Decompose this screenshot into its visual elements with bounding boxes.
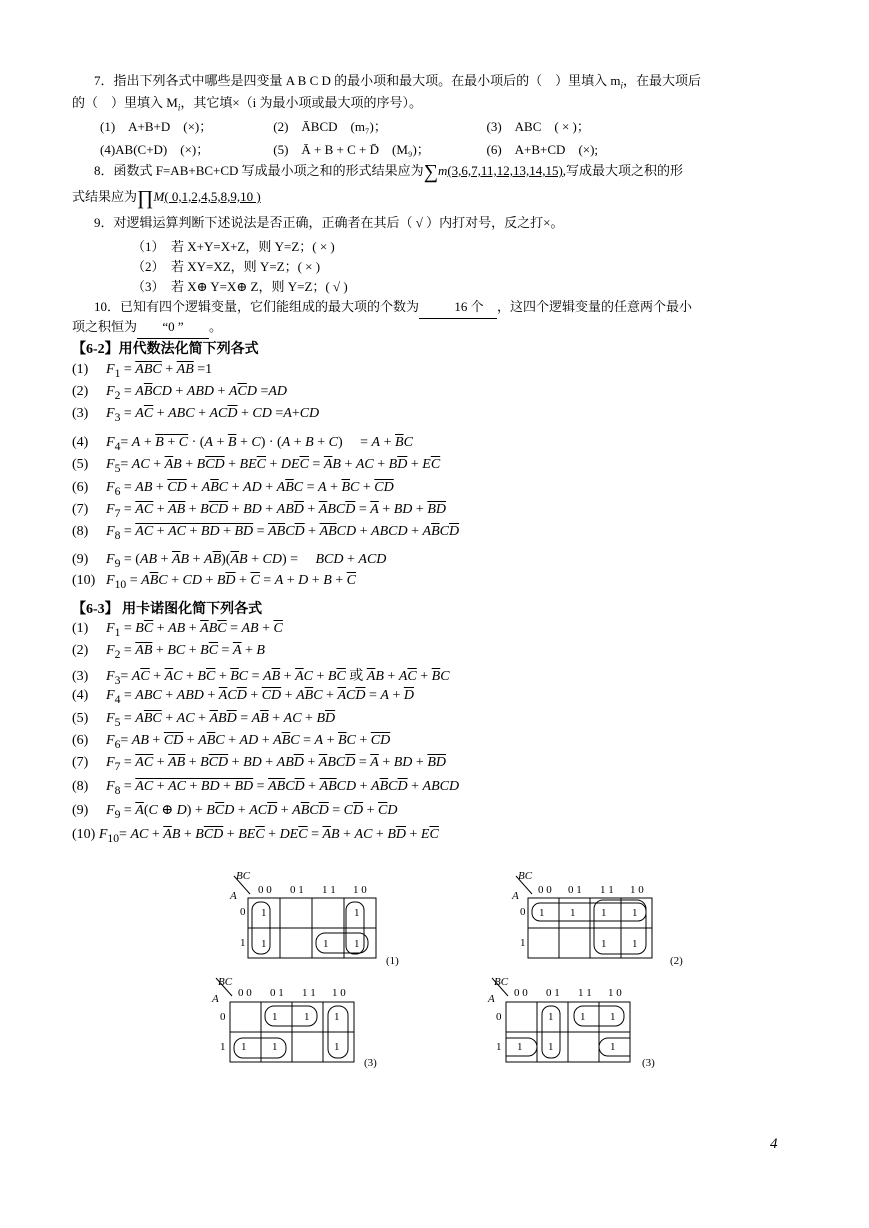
f62-2: (2) $F_2 = A\overline{B}CD$ + ABD + $A\overline{C}D =AD$ (72, 384, 288, 402)
svg-text:0 1: 0 1 (546, 987, 560, 999)
f63-1: (1) $F_1 = B\overline{C}$ + AB + $\overline{A}B\overline{C}$ = AB + $\overline{C}$ (72, 621, 283, 639)
svg-text:1: 1 (632, 907, 638, 919)
svg-text:0 0: 0 0 (514, 987, 528, 999)
svg-text:1: 1 (261, 907, 267, 919)
svg-text:1: 1 (334, 1011, 340, 1023)
f63-3: (3) $F_3= A\overline{C} + \overline{A}C + B\overline{C} + \overline{B}C = A\overline{B} + \overline{A}C + B\overline{C}$ 或 $\overline{A}B + A\overline{C} + \overline{B}C$ (72, 669, 450, 687)
f62-7: (7) $F_7$ = AC + AB + $B\overline{CD}$ + BD + $AB\overline{D} + \overline{A}BC\overline{D} = \overline{A}$ + BD + $\overline{BD}$ (72, 502, 446, 520)
svg-text:BC: BC (218, 976, 233, 988)
q7-line1: 7．指出下列各式中哪些是四变量 A B C D 的最小项和最大项。在最小项后的（ ）里填入 $m_i$，在最大项后 (94, 73, 702, 91)
svg-text:(1): (1) (386, 955, 399, 967)
f63-10: (10) $F_{10}=$ AC + $\overline{A}B + B\overline{CD} + BE\overline{C} + DE\overline{C} = \overline{A}B$ + AC + $B\overline{D} + E\overline{C}$ (72, 827, 439, 845)
svg-text:0: 0 (240, 906, 246, 918)
svg-text:1: 1 (580, 1011, 586, 1023)
q7-item-2: (2) ĀBCD (m₇)； (273, 119, 387, 134)
svg-text:1 0: 1 0 (353, 884, 367, 896)
f63-6: (6) $F_6=$ AB + $\overline{CD} + A\overline{B}C$ + AD + $A\overline{B}C = A + \overline{B}C + \overline{CD}$ (72, 733, 391, 751)
svg-text:1 1: 1 1 (578, 987, 592, 999)
svg-text:1: 1 (601, 938, 607, 950)
karnaugh-map-2 (510, 870, 700, 970)
svg-text:(3): (3) (642, 1057, 655, 1069)
svg-text:1: 1 (548, 1041, 554, 1053)
svg-text:BC: BC (494, 976, 509, 988)
svg-text:1: 1 (304, 1011, 310, 1023)
svg-text:1: 1 (261, 938, 267, 950)
f63-5: (5) $F_5 = A\overline{BC}$ + AC + $\overline{A}B\overline{D} = A\overline{B}$ + AC + $B\overline{D}$ (72, 711, 336, 729)
q10-line2: 项之积恒为 “0 ” 。 (72, 316, 802, 339)
svg-text:BC: BC (236, 870, 251, 882)
svg-text:1: 1 (354, 907, 360, 919)
karnaugh-map-1 (228, 870, 418, 970)
svg-text:1: 1 (539, 907, 545, 919)
svg-text:1 1: 1 1 (322, 884, 336, 896)
f63-7: (7) $F_7$ = AC + AB + $B\overline{CD}$ + BD + $AB\overline{D} + \overline{A}BC\overline{D} = \overline{A}$ + BD + $\overline{BD}$ (72, 755, 446, 773)
section-6-2-heading: 【6-2】用代数法化简下列各式 (72, 342, 259, 357)
svg-text:1: 1 (520, 937, 526, 949)
svg-text:1 1: 1 1 (302, 987, 316, 999)
svg-text:1: 1 (601, 907, 607, 919)
svg-text:1: 1 (272, 1011, 278, 1023)
svg-text:1 1: 1 1 (600, 884, 614, 896)
q7-line2: 的（ ）里填入 $M_i$，其它填×（i 为最小项或最大项的序号）。 (72, 95, 423, 113)
svg-text:1 0: 1 0 (332, 987, 346, 999)
svg-text:1: 1 (272, 1041, 278, 1053)
q9-item-1: （1） 若 X+Y=X+Z，则 Y=Z；( × ) (132, 239, 335, 254)
q7-item-1: (1) A+B+D (×)； (100, 119, 213, 134)
f62-6: (6) $F_6$ = AB + $\overline{CD} + A\overline{B}C$ + AD + $A\overline{B}C = A + \overline{B}C + \overline{CD}$ (72, 480, 394, 498)
svg-text:1 0: 1 0 (630, 884, 644, 896)
f62-4: (4) $F_4= A + B + C \cdot (A + \overline{B} + C) \cdot (A + B + C)$ = $A + \overline{B}C$ (72, 435, 413, 453)
q7-items-row1 (100, 116, 590, 135)
svg-text:1: 1 (496, 1041, 502, 1053)
section-6-3-heading: 【6-3】 用卡诺图化简下列各式 (72, 602, 263, 617)
q9-text: 9．对逻辑运算判断下述说法是否正确，正确者在其后（ √ ）内打对号，反之打×。 (94, 215, 564, 230)
f62-9: (9) $F_9 = (AB + \overline{A}B + A\overline{B})(\overline{A}B + CD)$ = BCD + ACD (72, 552, 387, 570)
f63-9: (9) $F_9 = \overline{A}(C$ ⊕ $D) + B\overline{C}D + AC\overline{D} + A\overline{B}C\overline{D} = C\overline{D} + \overline{C}D$ (72, 803, 398, 821)
q8-line2: 式结果应为∏M( 0,1,2,4,5,8,9,10 ) (72, 187, 261, 209)
f62-3: (3) $F_3 = A\overline{C}$ + ABC + $AC\overline{D}$ + CD =A+CD (72, 406, 320, 424)
svg-text:1 0: 1 0 (608, 987, 622, 999)
f62-8: (8) $F_8$ = AC + AC + BD + BD = $\overline{AB}C\overline{D} + \overline{AB}CD$ + ABCD + $A\overline{B}C\overline{D}$ (72, 524, 460, 542)
svg-text:0 1: 0 1 (568, 884, 582, 896)
svg-text:1: 1 (570, 907, 576, 919)
svg-text:0 0: 0 0 (258, 884, 272, 896)
f62-5: (5) $F_5=$ AC + $\overline{A}B + B\overline{CD} + BE\overline{C} + DE\overline{C} = \overline{A}B$ + AC + $B\overline{D} + E\overline{C}$ (72, 457, 441, 475)
svg-text:1: 1 (610, 1041, 616, 1053)
f63-8: (8) $F_8$ = AC + AC + BD + BD = $\overline{AB}C\overline{D} + \overline{AB}CD + A\overline{B}C\overline{D}$ + ABCD (72, 779, 460, 797)
q9-item-3: （3） 若 X⊕ Y=X⊕ Z，则 Y=Z；( √ ) (132, 279, 348, 294)
svg-text:1: 1 (632, 938, 638, 950)
q7-item-3: (3) ABC ( × )； (486, 119, 590, 134)
q7-item-5: (5) Ā + B + C + D̄ (M₉)； (273, 142, 430, 157)
svg-text:1: 1 (323, 938, 329, 950)
q9-item-2: （2） 若 XY=XZ，则 Y=Z；( × ) (132, 259, 321, 274)
svg-text:(2): (2) (670, 955, 683, 967)
svg-text:1: 1 (610, 1011, 616, 1023)
svg-text:1: 1 (548, 1011, 554, 1023)
svg-text:0: 0 (496, 1011, 502, 1023)
q7-items-row2 (100, 139, 598, 158)
q7-item-4: (4)AB(C+D) (×)； (100, 142, 210, 157)
q10-line1: 10．已知有四个逻辑变量，它们能组成的最大项的个数为 16 个 ，这四个逻辑变量的任意两个最小 (72, 296, 802, 319)
svg-text:0: 0 (520, 906, 526, 918)
svg-text:A: A (212, 993, 219, 1005)
svg-text:0 1: 0 1 (290, 884, 304, 896)
q8-line1: 8．函数式 F=AB+BC+CD 写成最小项之和的形式结果应为∑m(3,6,7,11,12,13,14,15),写成最大项之积的形 (94, 161, 684, 183)
svg-text:A: A (488, 993, 495, 1005)
svg-text:(3): (3) (364, 1057, 377, 1069)
svg-text:0 1: 0 1 (270, 987, 284, 999)
f63-4: (4) $F_4$ = ABC + ABD + $\overline{A}C\overline{D} + \overline{CD} + A\overline{B}C + \overline{A}C\overline{D} = A + \overline{D}$ (72, 688, 414, 706)
svg-text:A: A (230, 890, 237, 902)
svg-text:BC: BC (518, 870, 533, 882)
svg-text:1: 1 (241, 1041, 247, 1053)
karnaugh-map-4 (486, 972, 676, 1072)
svg-text:1: 1 (334, 1041, 340, 1053)
svg-text:0: 0 (220, 1011, 226, 1023)
f63-2: (2) $F_2 = \overline{A}\overline{B}$ + BC + $B\overline{C} = \overline{A} + B$ (72, 643, 265, 661)
f62-10: (10) $F_{10} = A\overline{B}C$ + CD + $B\overline{D} + \overline{C} = A + D + B + \overline{C}$ (72, 573, 357, 591)
page-number: 4 (770, 1136, 778, 1152)
svg-text:0 0: 0 0 (538, 884, 552, 896)
svg-text:0 0: 0 0 (238, 987, 252, 999)
q7-item-6: (6) A+B+CD (×); (486, 142, 599, 157)
svg-text:1: 1 (240, 937, 246, 949)
karnaugh-map-3 (210, 972, 400, 1072)
f62-1: (1) $F_1 = \overline{ABC} + \overline{AB} =1$ (72, 362, 213, 380)
svg-text:1: 1 (354, 938, 360, 950)
svg-text:1: 1 (517, 1041, 523, 1053)
svg-text:A: A (512, 890, 519, 902)
svg-text:1: 1 (220, 1041, 226, 1053)
